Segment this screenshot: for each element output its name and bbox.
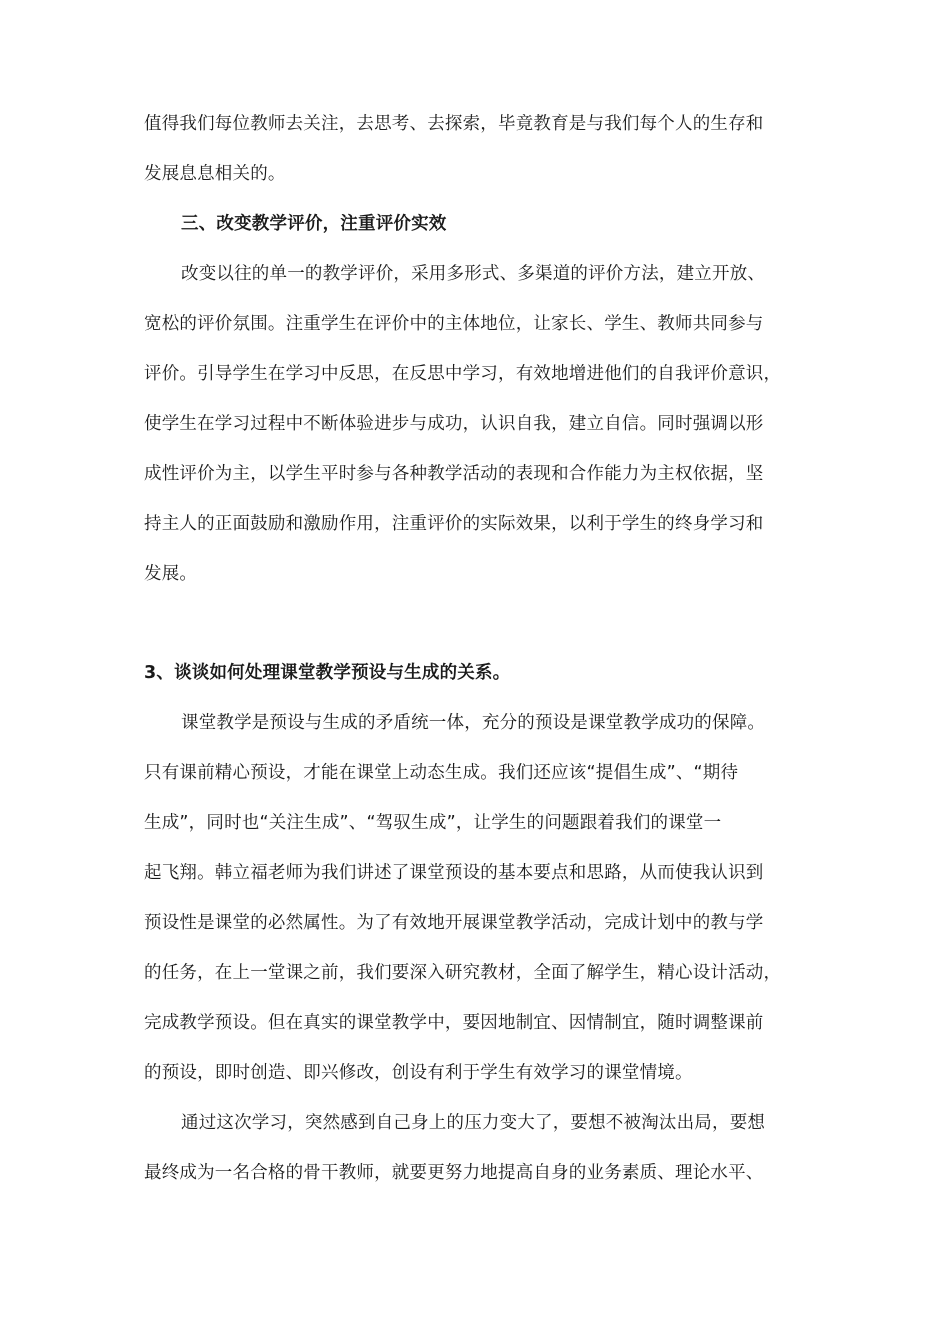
paragraph-line: 使学生在学习过程中不断体验进步与成功，认识自我，建立自信。同时强调以形 — [144, 414, 764, 434]
paragraph-first-line: 通过这次学习，突然感到自己身上的压力变大了，要想不被淘汰出局，要想 — [181, 1113, 766, 1133]
paragraph-line: 的预设，即时创造、即兴修改，创设有利于学生有效学习的课堂情境。 — [144, 1063, 693, 1083]
paragraph-line: 完成教学预设。但在真实的课堂教学中，要因地制宜、因情制宜，随时调整课前 — [144, 1013, 764, 1033]
paragraph-line: 最终成为一名合格的骨干教师，就要更努力地提高自身的业务素质、理论水平、 — [144, 1163, 764, 1183]
paragraph-line: 宽松的评价氛围。注重学生在评价中的主体地位，让家长、学生、教师共同参与 — [144, 314, 764, 334]
paragraph-line: 评价。引导学生在学习中反思，在反思中学习，有效地增进他们的自我评价意识， — [144, 364, 782, 384]
paragraph-line: 只有课前精心预设，才能在课堂上动态生成。我们还应该“提倡生成”、“期待 — [144, 763, 739, 783]
paragraph-line: 的任务，在上一堂课之前，我们要深入研究教材，全面了解学生，精心设计活动， — [144, 963, 782, 983]
paragraph-line: 起飞翔。韩立福老师为我们讲述了课堂预设的基本要点和思路，从而使我认识到 — [144, 863, 764, 883]
paragraph-first-line: 课堂教学是预设与生成的矛盾统一体，充分的预设是课堂教学成功的保障。 — [181, 713, 766, 733]
paragraph-line: 发展。 — [144, 564, 198, 584]
paragraph-line: 值得我们每位教师去关注，去思考、去探索，毕竟教育是与我们每个人的生存和 — [144, 114, 764, 134]
document-body — [144, 99, 820, 1198]
paragraph-line: 预设性是课堂的必然属性。为了有效地开展课堂教学活动，完成计划中的教与学 — [144, 913, 764, 933]
section-heading: 三、改变教学评价，注重评价实效 — [181, 214, 447, 234]
section-gap — [144, 599, 820, 648]
paragraph-line: 成性评价为主，以学生平时参与各种教学活动的表现和合作能力为主权依据，坚 — [144, 464, 764, 484]
paragraph-line: 持主人的正面鼓励和激励作用，注重评价的实际效果，以利于学生的终身学习和 — [144, 514, 764, 534]
paragraph-line: 发展息息相关的。 — [144, 164, 286, 184]
paragraph-first-line: 改变以往的单一的教学评价，采用多形式、多渠道的评价方法，建立开放、 — [181, 264, 766, 284]
paragraph-line: 生成”，同时也“关注生成”、“驾驭生成”，让学生的问题跟着我们的课堂一 — [144, 813, 722, 833]
question-heading: 3、谈谈如何处理课堂教学预设与生成的关系。 — [144, 663, 511, 683]
